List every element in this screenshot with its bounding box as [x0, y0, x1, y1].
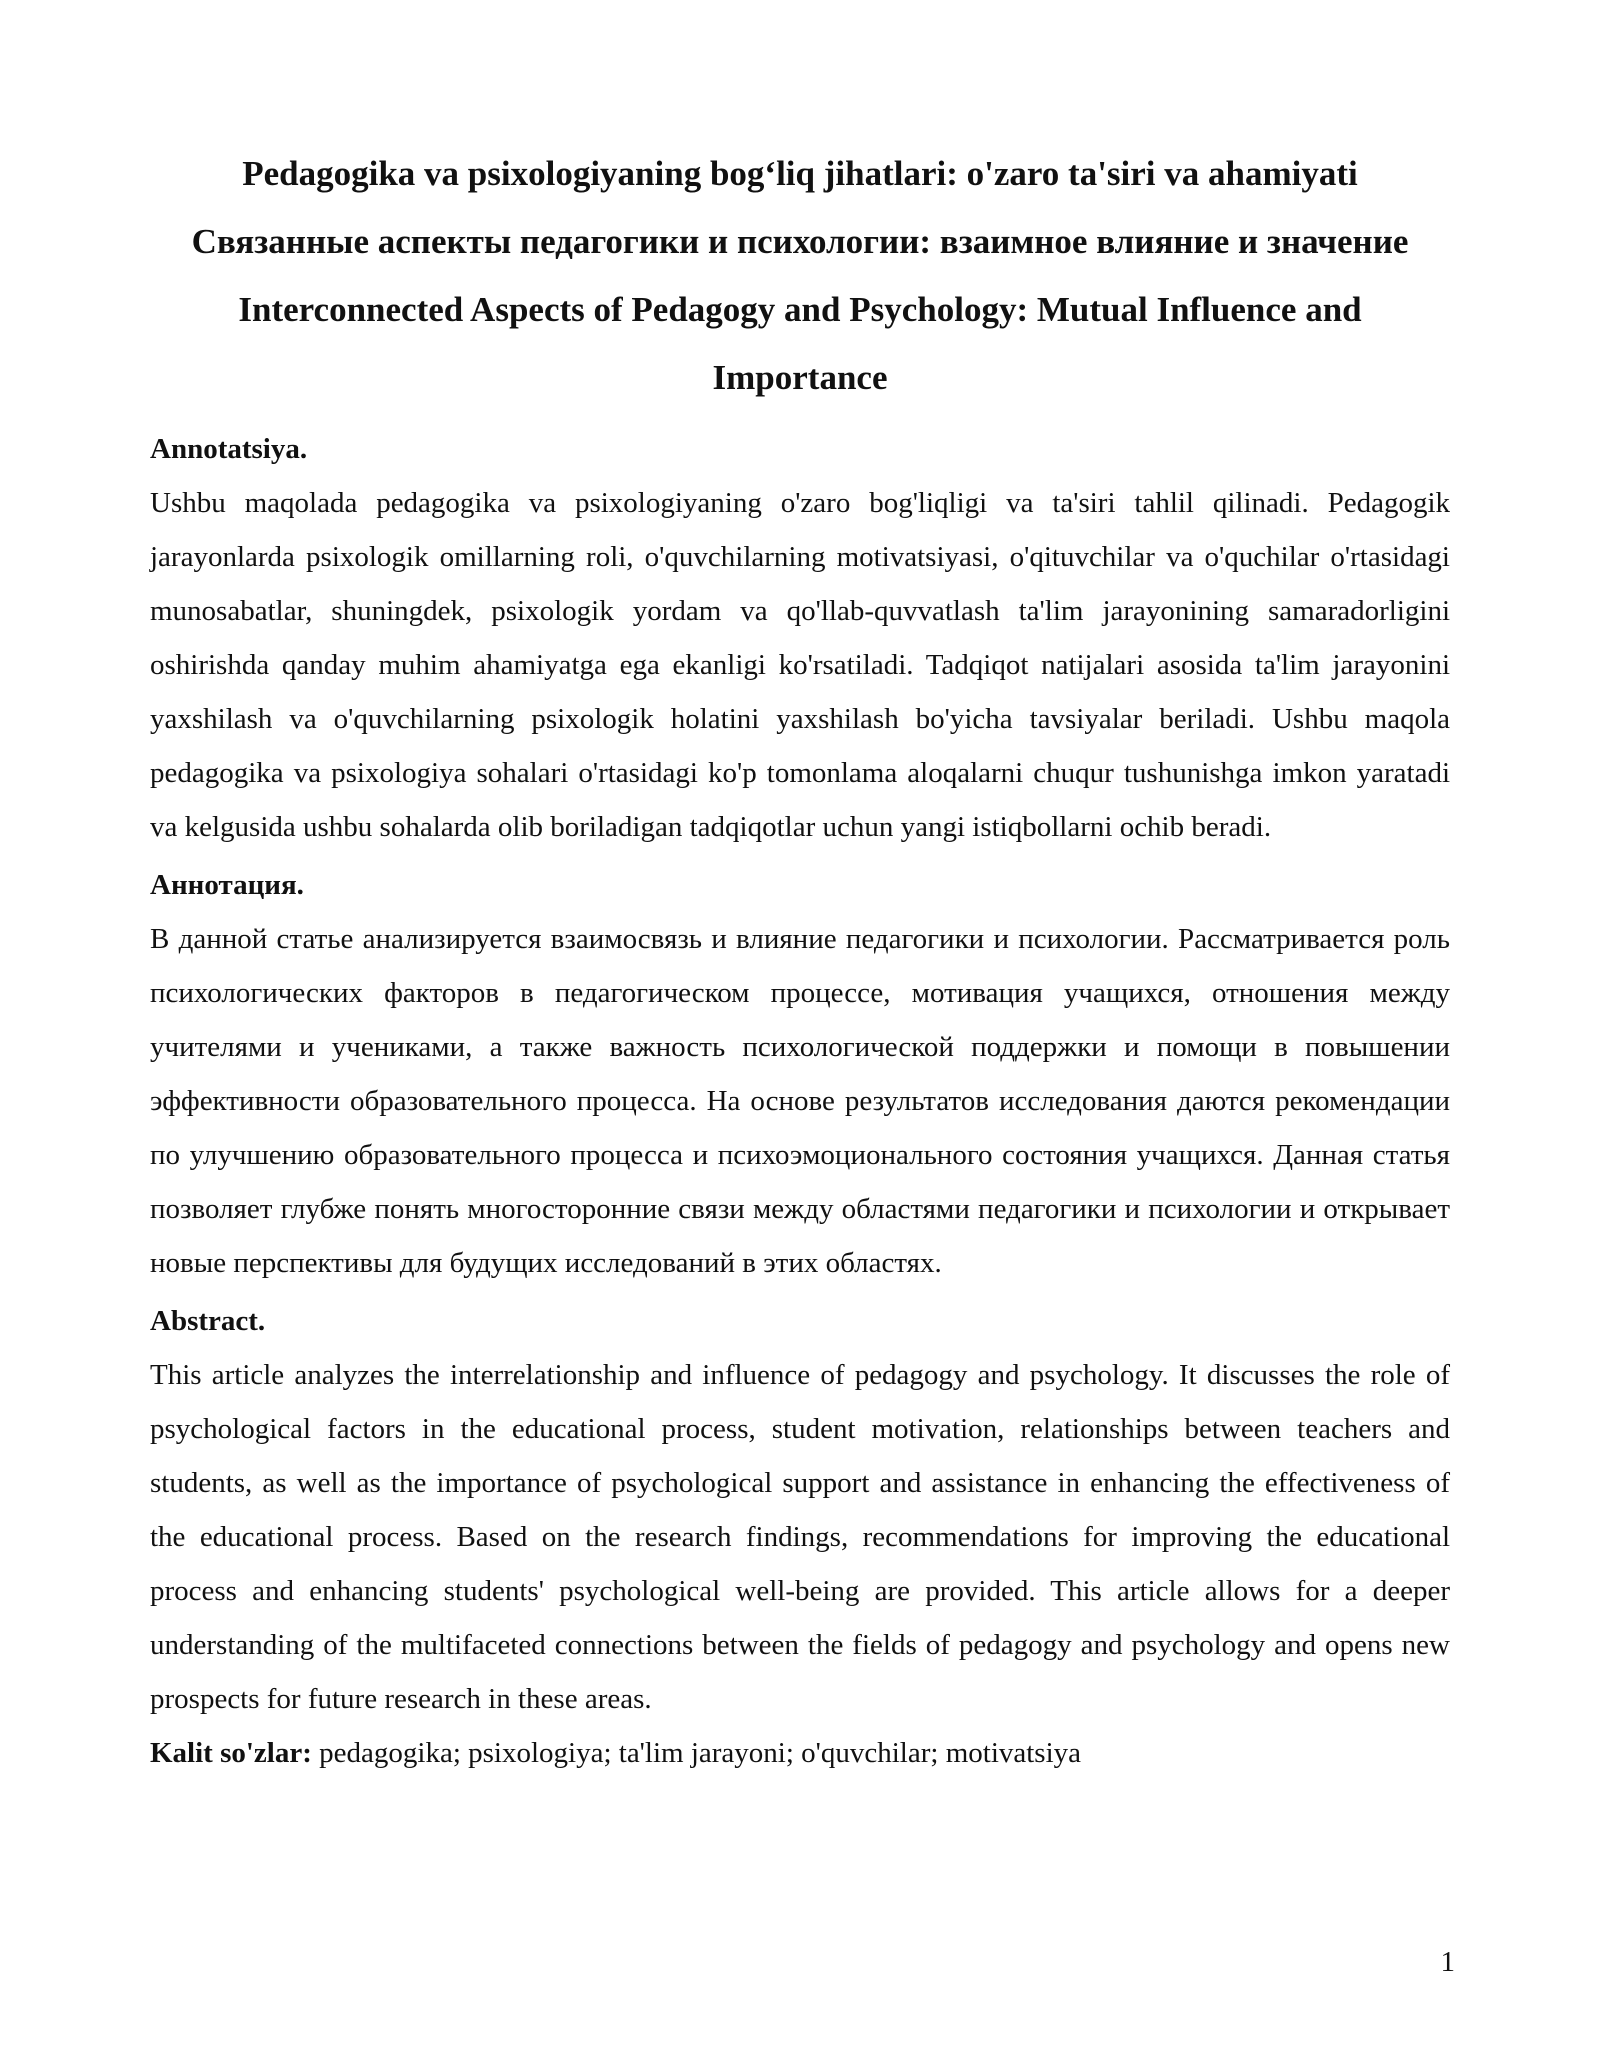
- annotation-russian-section: [150, 858, 1450, 1290]
- title-uzbek: Pedagogika va psixologiyaning bog‘liq jihatlari: o'zaro ta'siri va ahamiyati: [242, 154, 1358, 193]
- abstract-english-heading: Abstract.: [150, 1305, 266, 1337]
- annotation-uzbek-section: [150, 422, 1450, 854]
- abstract-english-section: [150, 1294, 1450, 1726]
- abstract-english-text: This article analyzes the interrelationship and influence of pedagogy and psychology. It discusses the role of psychological factors in the educational process, student motivation, relationships between teachers and students, as well as the importance of psychological support and assistance in enhancing the effectiveness of the educational process. Based on the research findings, recommendations for improving the educational process and enhancing students' psychological well-being are provided. This article allows for a deeper understanding of the multifaceted connections between the fields of pedagogy and psychology and opens new prospects for future research in these areas.: [150, 1359, 1450, 1715]
- keywords-text: pedagogika; psixologiya; ta'lim jarayoni; o'quvchilar; motivatsiya: [311, 1737, 1082, 1769]
- page-number: 1: [1440, 1946, 1455, 1978]
- title-russian: Связанные аспекты педагогики и психологии: взаимное влияние и значение: [191, 222, 1409, 261]
- annotation-russian-text: В данной статье анализируется взаимосвязь и влияние педагогики и психологии. Рассматривается роль психологических факторов в педагогическом процессе, мотивация учащихся, отношения между учителями и учениками, а также важность психологической поддержки и помощи в повышении эффективности образовательного процесса. На основе результатов исследования даются рекомендации по улучшению образовательного процесса и психоэмоционального состояния учащихся. Данная статья позволяет глубже понять многосторонние связи между областями педагогики и психологии и открывает новые перспективы для будущих исследований в этих областях.: [150, 923, 1450, 1279]
- annotation-uzbek-text: Ushbu maqolada pedagogika va psixologiyaning o'zaro bog'liqligi va ta'siri tahlil qilinadi. Pedagogik jarayonlarda psixologik omillarning roli, o'quvchilarning motivatsiyasi, o'qituvchilar va o'quchilar o'rtasidagi munosabatlar, shuningdek, psixologik yordam va qo'llab-quvvatlash ta'lim jarayonining samaradorligini oshirishda qanday muhim ahamiyatga ega ekanligi ko'rsatiladi. Tadqiqot natijalari asosida ta'lim jarayonini yaxshilash va o'quvchilarning psixologik holatini yaxshilash bo'yicha tavsiyalar beriladi. Ushbu maqola pedagogika va psixologiya sohalari o'rtasidagi ko'p tomonlama aloqalarni chuqur tushunishga imkon yaratadi va kelgusida ushbu sohalarda olib boriladigan tadqiqotlar uchun yangi istiqbollarni ochib beradi.: [150, 487, 1450, 843]
- document-page: [150, 140, 1450, 1780]
- title-block: [150, 140, 1450, 412]
- keywords-line: [150, 1726, 1450, 1780]
- annotation-uzbek-heading: Annotatsiya.: [150, 433, 308, 465]
- keywords-label: Kalit so'zlar:: [150, 1737, 312, 1769]
- title-english: Interconnected Aspects of Pedagogy and Psychology: Mutual Influence and Importance: [238, 290, 1362, 397]
- annotation-russian-heading: Аннотация.: [150, 869, 304, 901]
